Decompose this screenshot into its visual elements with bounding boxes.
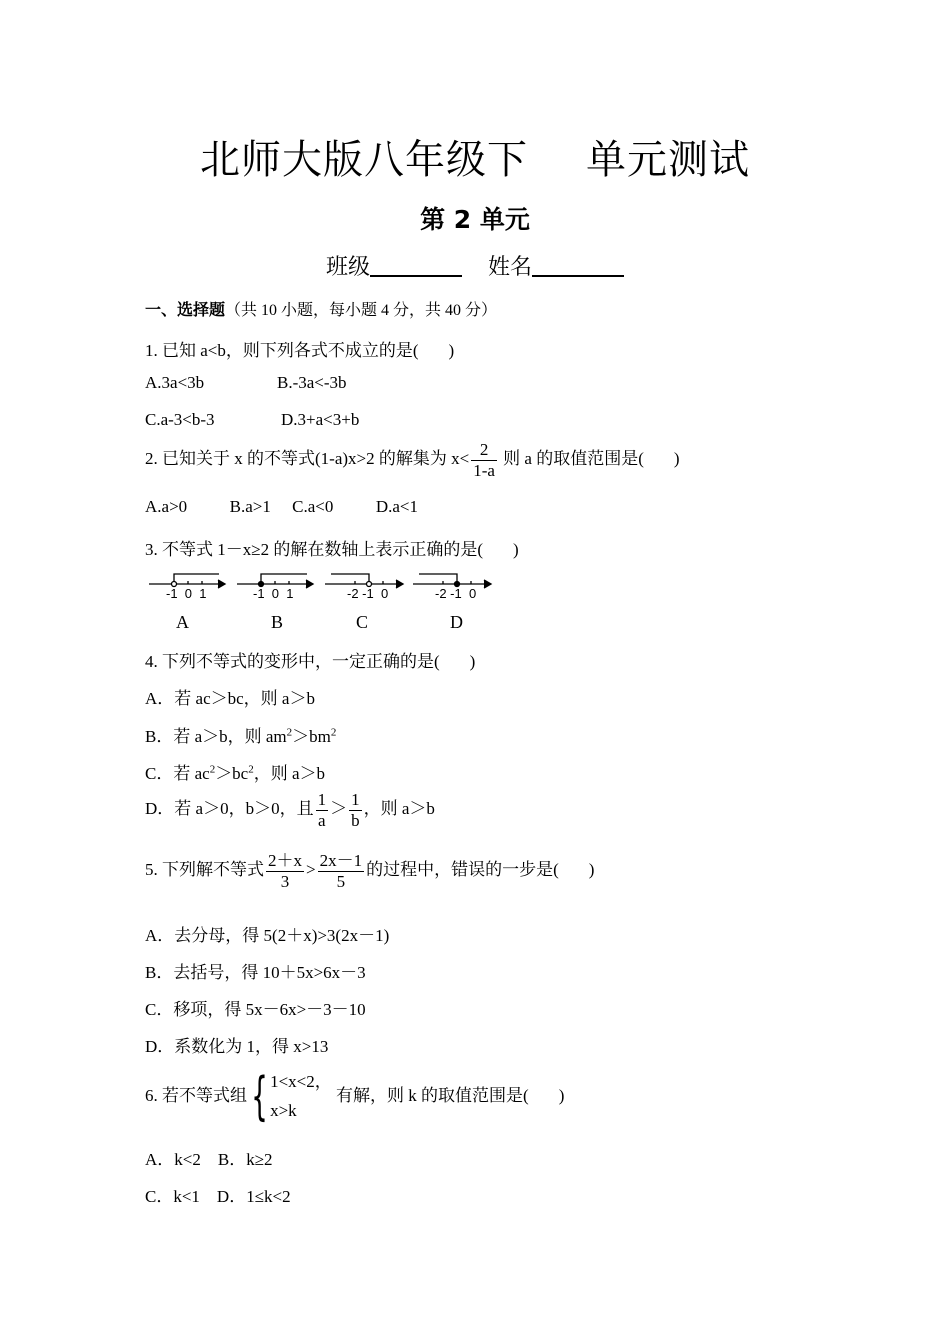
q4-option-a: A．若 ac＞bc，则 a＞b (145, 689, 315, 708)
q5-tail: 的过程中，错误的一步是( (366, 859, 559, 879)
axis-b-ticks: -1 0 1 (253, 586, 294, 601)
axis-a-bracket (174, 574, 219, 584)
q1-close: ) (448, 341, 455, 360)
question-2-options: A.a>0 B.a>1 C.a<0 D.a<1 (145, 497, 419, 516)
q6-brace: { (251, 1066, 268, 1127)
q3-text: 3. 不等式 1－x≥2 的解在数轴上表示正确的是( (145, 540, 483, 559)
q4-b-mid: ＞bm (292, 727, 331, 746)
q4-d-gt: ＞ (330, 798, 348, 818)
q5-frac1 (266, 851, 304, 891)
q4-b-sup1: 2 (286, 726, 293, 739)
q4-d-tail: ，则 a＞b (363, 798, 435, 818)
axis-b-arrow (306, 580, 313, 588)
q6-system (270, 1068, 332, 1126)
q4-c-pre: C．若 ac (145, 764, 210, 783)
q6-tail: 有解，则 k 的取值范围是( (331, 1085, 529, 1105)
q6-options-cd: C．k<1 D．1≤k<2 (145, 1187, 291, 1206)
name-blank[interactable] (532, 253, 624, 277)
q2-frac-den: 1-a (473, 460, 495, 480)
q4-option-d (145, 790, 435, 830)
q5-option-d: D．系数化为 1，得 x>13 (145, 1037, 329, 1056)
section-note: （共 10 小题，每小题 4 分，共 40 分） (225, 302, 498, 319)
q1-option-b: B.-3a<-3b (277, 373, 347, 392)
q1-option-d: D.3+a<3+b (281, 410, 360, 429)
q4-d-f2-num: 1 (351, 790, 360, 809)
q4-d-frac2 (349, 790, 362, 830)
q5-option-c: C．移项，得 5x－6x>－3－10 (145, 1000, 366, 1019)
q4-d-f1-num: 1 (317, 790, 327, 809)
title-left: 北师大版八年级下 (200, 137, 528, 183)
axis-d-letter: D (450, 612, 463, 632)
question-6-stem (145, 1068, 564, 1126)
q4-c-sup1: 2 (209, 763, 216, 776)
q1-text: 1. 已知 a<b，则下列各式不成立的是( (145, 341, 419, 360)
q4-b-sup2: 2 (330, 726, 337, 739)
question-1-options-row2 (145, 410, 360, 430)
q5-text: 5. 下列解不等式 (145, 859, 264, 879)
q4-d-frac1 (316, 790, 329, 830)
student-info-line (0, 250, 950, 281)
q6-options-ab: A．k<2 B．k≥2 (145, 1150, 273, 1169)
section-heading (145, 297, 497, 320)
q2-tail: 则 a 的取值范围是( (498, 448, 644, 468)
question-3-stem (145, 535, 519, 560)
axis-c-arrow (396, 580, 403, 588)
q4-d-pre: D．若 a＞0，b＞0，且 (145, 798, 314, 818)
axis-d-ticks: -2 -1 0 (435, 586, 477, 601)
q5-f1-num: 2＋x (268, 851, 302, 870)
axis-c-letter: C (356, 612, 369, 632)
axis-b-bracket (261, 574, 307, 584)
axis-a-ticks: -1 0 1 (166, 586, 207, 601)
unit-subtitle: 第 2 单元 (420, 205, 530, 234)
q5-close: ) (588, 859, 595, 879)
q4-d-f2-den: b (351, 810, 360, 830)
q4-d-f1-den: a (318, 810, 326, 830)
q1-option-c: C.a-3<b-3 (145, 410, 215, 429)
q4-option-b (145, 722, 336, 747)
q3-close: ) (513, 540, 519, 559)
question-1-stem (145, 336, 454, 361)
q4-c-tail: ，则 a＞b (253, 764, 326, 783)
axis-d-bracket (419, 574, 457, 584)
q4-c-sup2: 2 (248, 763, 254, 776)
title-right: 单元测试 (586, 137, 750, 183)
question-1-options-row1 (145, 373, 347, 393)
q5-f1-den: 3 (280, 871, 290, 891)
q4-c-mid: ＞bc (215, 764, 249, 783)
q6-row2: x>k (270, 1100, 297, 1120)
q4-close: ) (469, 652, 476, 671)
section-title: 一、选择题 (145, 300, 226, 319)
q6-row1: 1<x<2， (270, 1072, 332, 1091)
q1-option-a: A.3a<3b (145, 373, 205, 392)
q6-text: 6. 若不等式组 (145, 1085, 247, 1105)
axis-d-arrow (484, 580, 491, 588)
page-title (0, 128, 950, 185)
q5-f2-num: 2x－1 (319, 851, 363, 870)
axis-c-bracket (331, 574, 369, 584)
q5-gt: > (306, 859, 316, 879)
axis-a-letter: A (176, 612, 189, 632)
q5-frac2 (318, 851, 365, 891)
q6-close: ) (558, 1085, 565, 1105)
q4-option-c (145, 759, 325, 784)
class-blank[interactable] (370, 253, 462, 277)
q5-option-b: B．去括号，得 10＋5x>6x－3 (145, 963, 366, 982)
q5-option-a: A．去分母，得 5(2＋x)>3(2x－1) (145, 926, 390, 945)
axis-a-arrow (218, 580, 225, 588)
question-5-stem (145, 851, 594, 891)
q4-text: 4. 下列不等式的变形中，一定正确的是( (145, 652, 440, 671)
axis-b-letter: B (271, 612, 284, 632)
q2-text: 2. 已知关于 x 的不等式(1-a)x>2 的解集为 x< (145, 448, 470, 468)
q5-f2-den: 5 (336, 871, 346, 891)
class-label: 班级 (325, 254, 370, 279)
q4-b-pre: B．若 a＞b，则 am (145, 727, 287, 746)
name-label: 姓名 (488, 254, 533, 279)
q2-frac-num: 2 (471, 440, 497, 461)
q2-fraction (471, 440, 497, 480)
question-4-stem (145, 647, 475, 672)
q2-close: ) (673, 448, 680, 468)
question-2-stem (145, 440, 680, 480)
axis-c-ticks: -2 -1 0 (347, 586, 389, 601)
